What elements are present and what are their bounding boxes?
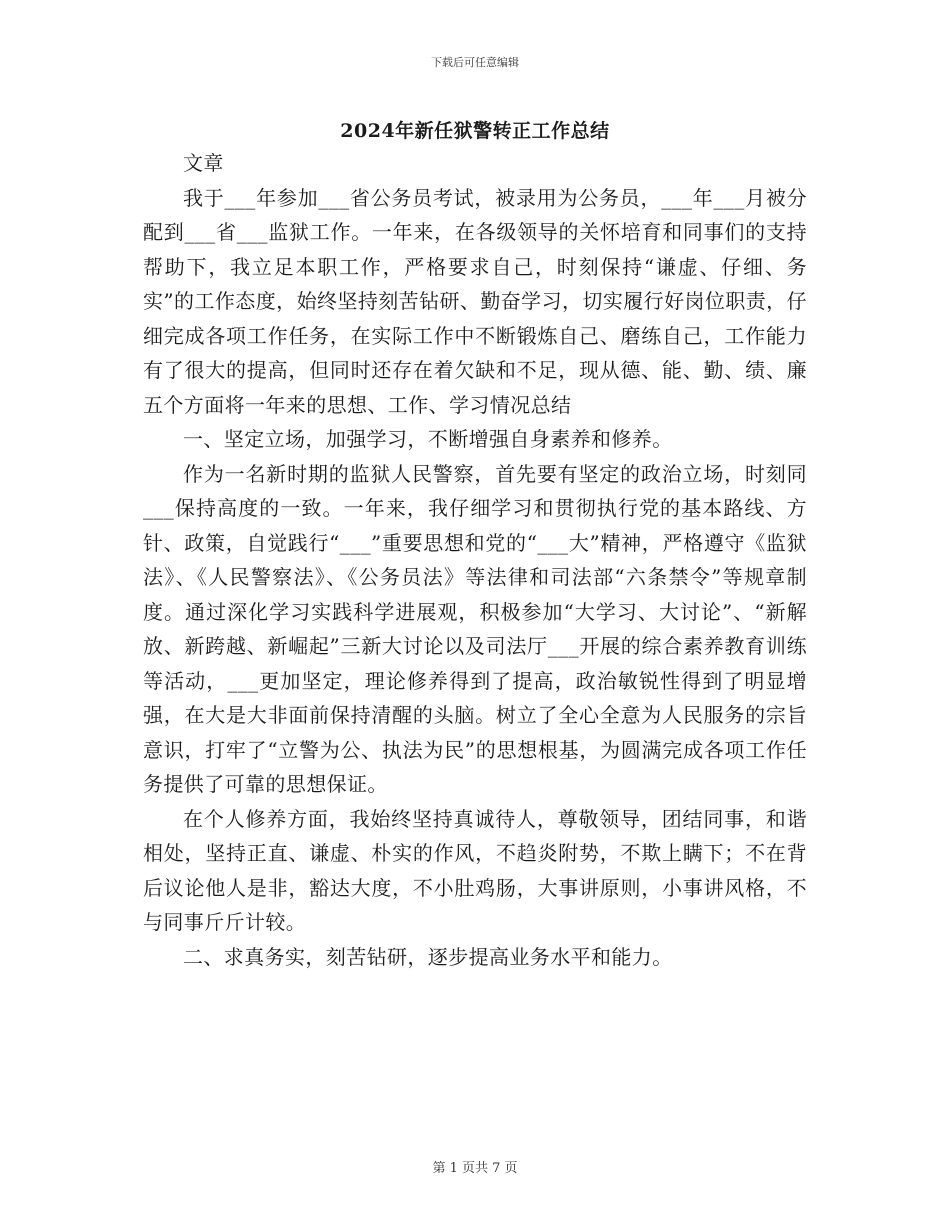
paragraph-source-label: 文章 xyxy=(183,151,224,175)
paragraph-personal-cultivation: 在个人修养方面，我始终坚持真诚待人，尊敬领导，团结同事，和谐相处，坚持正直、谦虚、朴实的作风，不趋炎附势，不欺上瞒下；不在背后议论他人是非，豁达大度，不小肚鸡肠，大事讲原则，小事讲风格，不与同事斤斤计较。 xyxy=(143,806,807,934)
section-heading-2: 二、求真务实，刻苦钻研，逐步提高业务水平和能力。 xyxy=(183,944,673,969)
section-heading-1: 一、坚定立场，加强学习，不断增强自身素养和修养。 xyxy=(183,427,673,451)
page-header-note: 下载后可任意编辑 xyxy=(431,56,519,69)
document-body xyxy=(143,146,807,974)
paragraph-political-stance: 作为一名新时期的监狱人民警察，首先要有坚定的政治立场，时刻同___保持高度的一致。一年来，我仔细学习和贯彻执行党的基本路线、方针、政策，自觉践行“___”重要思想和党的“___大”精神，严格遵守《监狱法》、《人民警察法》、《公务员法》等法律和司法部“六条禁令”等规章制度。通过深化学习实践科学进展观，积极参加“大学习、大讨论”、“新解放、新跨越、新崛起”三新大讨论以及司法厅___开展的综合素养教育训练等活动，___更加坚定，理论修养得到了提高，政治敏锐性得到了明显增强，在大是大非面前保持清醒的头脑。树立了全心全意为人民服务的宗旨意识，打牢了“立警为公、执法为民”的思想根基，为圆满完成各项工作任务提供了可靠的思想保证。 xyxy=(143,461,807,796)
paragraph-intro: 我于___年参加___省公务员考试，被录用为公务员，___年___月被分配到___省___监狱工作。一年来，在各级领导的关怀培育和同事们的支持帮助下，我立足本职工作，严格要求自己，时刻保持“谦虚、仔细、务实”的工作态度，始终坚持刻苦钻研、勤奋学习，切实履行好岗位职责，仔细完成各项工作任务，在实际工作中不断锻炼自己、磨练自己，工作能力有了很大的提高，但同时还存在着欠缺和不足，现从德、能、勤、绩、廉五个方面将一年来的思想、工作、学习情况总结 xyxy=(143,185,807,417)
page-number-footer: 第 1 页共 7 页 xyxy=(432,1161,518,1176)
document-title: 2024年新任狱警转正工作总结 xyxy=(340,120,610,142)
